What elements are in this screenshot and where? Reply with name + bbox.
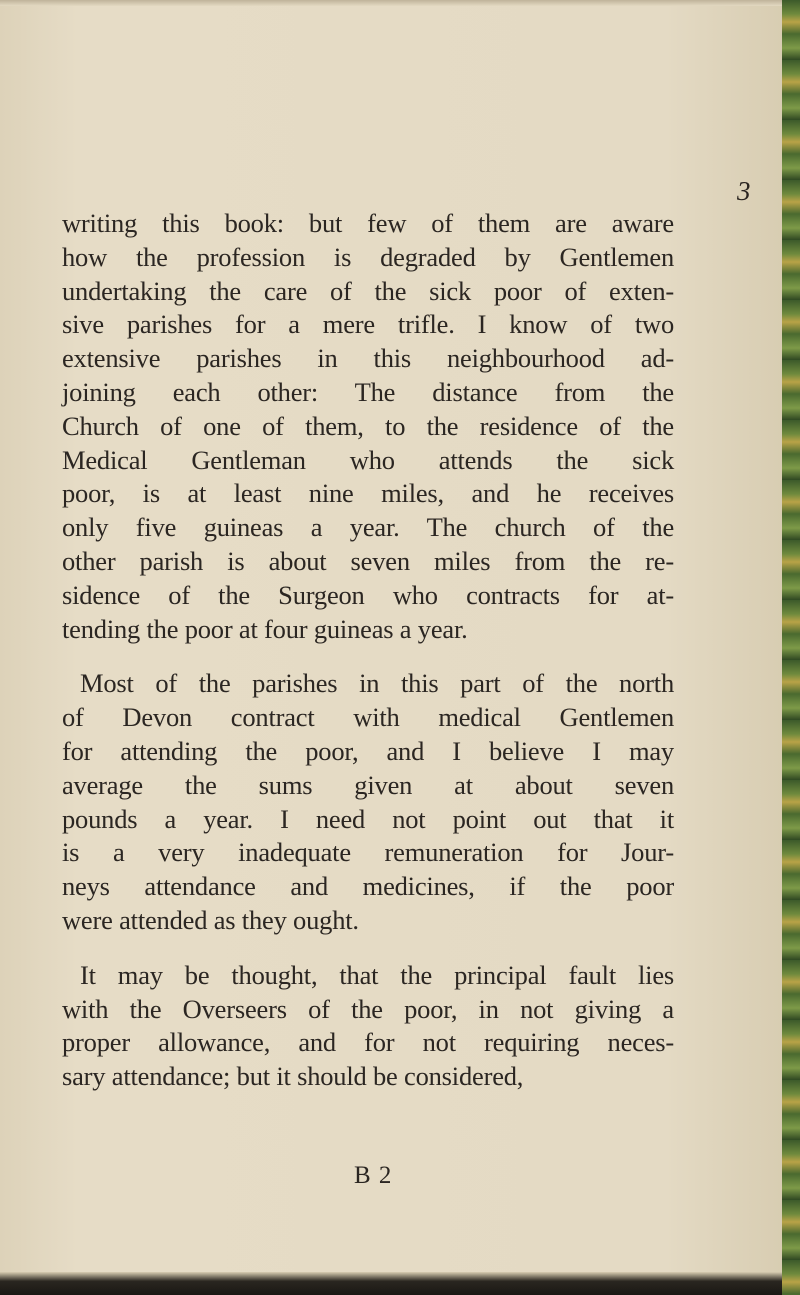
paragraph-1 (62, 207, 674, 646)
text-line: were attended as they ought. (62, 904, 359, 935)
text-line: is a very inadequate remuneration for Jour- (62, 837, 674, 868)
text-line: sary attendance; but it should be considered, (62, 1061, 524, 1092)
text-line: only five guineas a year. The church of the (62, 512, 674, 543)
text-line: of Devon contract with medical Gentlemen (62, 702, 674, 733)
text-line: average the sums given at about seven (62, 769, 674, 800)
paragraph-3 (62, 959, 674, 1094)
page-bottom-edge (0, 1272, 782, 1295)
body-text (62, 207, 674, 1094)
text-line: other parish is about seven miles from the re- (62, 545, 674, 576)
paragraph-gap (62, 646, 674, 667)
text-line: sidence of the Surgeon who contracts for at- (62, 579, 674, 610)
text-line: undertaking the care of the sick poor of exten- (62, 275, 674, 306)
paragraph-2 (62, 667, 674, 937)
page-number: 3 (737, 176, 751, 206)
text-line: how the profession is degraded by Gentlemen (62, 241, 674, 272)
text-line: joining each other: The distance from the (62, 376, 674, 407)
text-line: pounds a year. I need not point out that it (62, 803, 674, 834)
signature-mark: B 2 (354, 1162, 393, 1189)
text-line: with the Overseers of the poor, in not giving a (62, 993, 674, 1024)
paragraph-gap (62, 938, 674, 959)
text-line: writing this book: but few of them are aware (62, 208, 674, 238)
text-line: sive parishes for a mere trifle. I know of two (62, 309, 674, 340)
text-line: Most of the parishes in this part of the north (80, 668, 674, 699)
text-line: neys attendance and medicines, if the poor (62, 871, 674, 902)
text-line: It may be thought, that the principal fault lies (80, 959, 674, 990)
text-line: poor, is at least nine miles, and he receives (62, 478, 674, 509)
text-line: proper allowance, and for not requiring neces- (62, 1027, 674, 1058)
text-line: tending the poor at four guineas a year. (62, 613, 468, 644)
page-top-edge (0, 0, 782, 6)
text-line: extensive parishes in this neighbourhood ad- (62, 343, 674, 374)
text-line: Church of one of them, to the residence of the (62, 410, 674, 441)
text-line: Medical Gentleman who attends the sick (62, 444, 674, 475)
text-line: for attending the poor, and I believe I may (62, 735, 674, 766)
book-spine (782, 0, 800, 1295)
